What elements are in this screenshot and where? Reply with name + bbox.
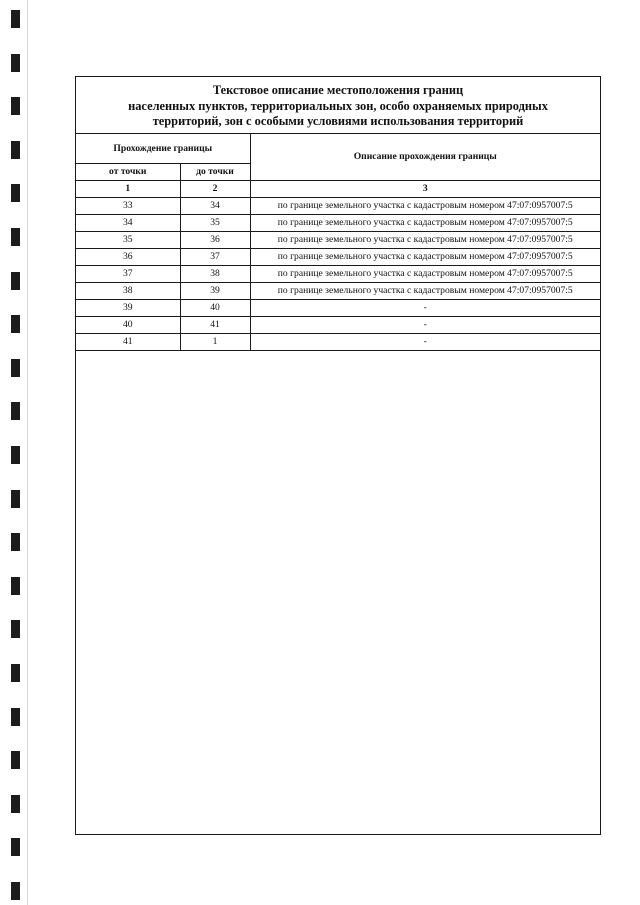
cell-description: по границе земельного участка с кадастровым номером 47:07:0957007:5 xyxy=(250,197,600,214)
cell-from: 40 xyxy=(76,316,180,333)
column-number-1: 1 xyxy=(76,180,180,197)
cell-description: - xyxy=(250,299,600,316)
document-title xyxy=(76,77,600,134)
binding-hole-mark xyxy=(11,795,20,813)
cell-to: 1 xyxy=(180,333,250,350)
cell-description: по границе земельного участка с кадастровым номером 47:07:0957007:5 xyxy=(250,282,600,299)
cell-to: 37 xyxy=(180,248,250,265)
binding-hole-mark xyxy=(11,315,20,333)
table-row xyxy=(76,265,600,282)
cell-from: 39 xyxy=(76,299,180,316)
header-from-point: от точки xyxy=(76,163,180,180)
table-row xyxy=(76,248,600,265)
cell-description: по границе земельного участка с кадастровым номером 47:07:0957007:5 xyxy=(250,214,600,231)
table-row xyxy=(76,214,600,231)
table-row xyxy=(76,231,600,248)
binding-hole-mark xyxy=(11,272,20,290)
binding-hole-mark xyxy=(11,184,20,202)
binding-hole-mark xyxy=(11,359,20,377)
header-boundary-passage: Прохождение границы xyxy=(76,134,250,163)
cell-to: 40 xyxy=(180,299,250,316)
binding-hole-mark xyxy=(11,751,20,769)
binding-hole-mark xyxy=(11,402,20,420)
cell-from: 35 xyxy=(76,231,180,248)
title-line-1: Текстовое описание местоположения границ xyxy=(212,83,464,97)
binding-hole-mark xyxy=(11,10,20,28)
cell-to: 38 xyxy=(180,265,250,282)
cell-to: 39 xyxy=(180,282,250,299)
binding-hole-mark xyxy=(11,54,20,72)
binding-hole-mark xyxy=(11,664,20,682)
cell-from: 33 xyxy=(76,197,180,214)
cell-description: - xyxy=(250,316,600,333)
cell-to: 41 xyxy=(180,316,250,333)
binding-hole-mark xyxy=(11,490,20,508)
cell-description: по границе земельного участка с кадастровым номером 47:07:0957007:5 xyxy=(250,231,600,248)
binding-hole-mark xyxy=(11,577,20,595)
binding-hole-mark xyxy=(11,97,20,115)
table-row xyxy=(76,282,600,299)
cell-from: 38 xyxy=(76,282,180,299)
binding-hole-mark xyxy=(11,446,20,464)
cell-to: 35 xyxy=(180,214,250,231)
binding-hole-mark xyxy=(11,708,20,726)
table-row xyxy=(76,197,600,214)
cell-from: 36 xyxy=(76,248,180,265)
cell-from: 37 xyxy=(76,265,180,282)
binding-hole-mark xyxy=(11,620,20,638)
title-line-3: территорий, зон с особыми условиями использования территорий xyxy=(152,114,524,128)
title-line-2: населенных пунктов, территориальных зон, особо охраняемых природных xyxy=(128,98,548,113)
cell-description: по границе земельного участка с кадастровым номером 47:07:0957007:5 xyxy=(250,248,600,265)
cell-from: 34 xyxy=(76,214,180,231)
binding-hole-mark xyxy=(11,882,20,900)
document-frame xyxy=(75,76,601,835)
cell-description: - xyxy=(250,333,600,350)
binding-hole-mark xyxy=(11,533,20,551)
header-description: Описание прохождения границы xyxy=(250,134,600,180)
header-to-point: до точки xyxy=(180,163,250,180)
cell-from: 41 xyxy=(76,333,180,350)
binding-hole-mark xyxy=(11,838,20,856)
cell-to: 34 xyxy=(180,197,250,214)
column-number-2: 2 xyxy=(180,180,250,197)
cell-description: по границе земельного участка с кадастровым номером 47:07:0957007:5 xyxy=(250,265,600,282)
binding-line xyxy=(27,0,28,905)
boundary-table xyxy=(76,134,600,351)
binding-hole-mark xyxy=(11,141,20,159)
cell-to: 36 xyxy=(180,231,250,248)
table-row xyxy=(76,316,600,333)
binding-hole-mark xyxy=(11,228,20,246)
column-number-3: 3 xyxy=(250,180,600,197)
table-row xyxy=(76,333,600,350)
table-row xyxy=(76,299,600,316)
